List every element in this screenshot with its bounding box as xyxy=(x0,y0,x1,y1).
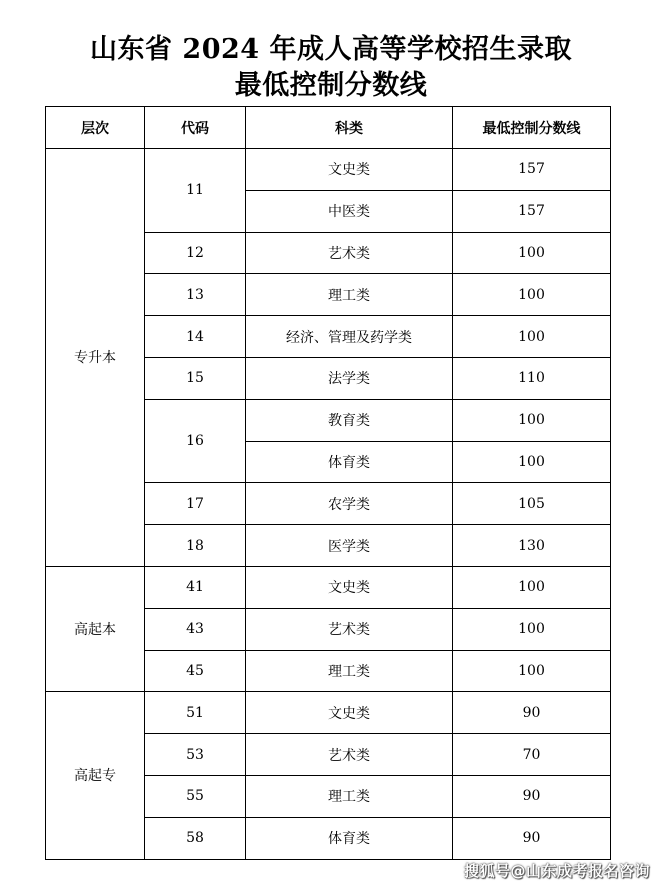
score-cell: 100 xyxy=(453,316,611,358)
table-row xyxy=(46,149,611,191)
score-cell: 105 xyxy=(453,483,611,525)
code-cell: 53 xyxy=(145,734,246,776)
score-cell: 90 xyxy=(453,692,611,734)
page-subtitle: 最低控制分数线 xyxy=(234,70,428,101)
subject-cell: 医学类 xyxy=(246,525,453,567)
level-cell: 高起本 xyxy=(46,566,145,691)
subject-cell: 艺术类 xyxy=(246,734,453,776)
subject-cell: 理工类 xyxy=(246,775,453,817)
score-table xyxy=(45,106,611,860)
watermark: 搜狐号@山东成考报名咨询 xyxy=(463,862,650,880)
subject-cell: 文史类 xyxy=(246,566,453,608)
code-cell: 17 xyxy=(145,483,246,525)
subject-cell: 艺术类 xyxy=(246,608,453,650)
code-cell: 13 xyxy=(145,274,246,316)
code-cell: 15 xyxy=(145,357,246,399)
subject-cell: 文史类 xyxy=(246,692,453,734)
table-row xyxy=(46,692,611,734)
table-row xyxy=(46,566,611,608)
subject-cell: 艺术类 xyxy=(246,232,453,274)
code-cell: 58 xyxy=(145,817,246,859)
subject-cell: 农学类 xyxy=(246,483,453,525)
score-cell: 130 xyxy=(453,525,611,567)
score-cell: 90 xyxy=(453,775,611,817)
code-cell: 41 xyxy=(145,566,246,608)
subject-cell: 理工类 xyxy=(246,650,453,692)
code-cell: 43 xyxy=(145,608,246,650)
subject-cell: 文史类 xyxy=(246,149,453,191)
code-cell: 45 xyxy=(145,650,246,692)
score-cell: 70 xyxy=(453,734,611,776)
level-cell: 专升本 xyxy=(46,149,145,567)
code-cell: 14 xyxy=(145,316,246,358)
header-level: 层次 xyxy=(46,107,145,149)
level-cell: 高起专 xyxy=(46,692,145,859)
subject-cell: 体育类 xyxy=(246,441,453,483)
subject-cell: 中医类 xyxy=(246,190,453,232)
code-cell: 16 xyxy=(145,399,246,483)
code-cell: 51 xyxy=(145,692,246,734)
score-cell: 110 xyxy=(453,357,611,399)
score-cell: 157 xyxy=(453,149,611,191)
header-code: 代码 xyxy=(145,107,246,149)
score-cell: 100 xyxy=(453,441,611,483)
subject-cell: 体育类 xyxy=(246,817,453,859)
code-cell: 55 xyxy=(145,775,246,817)
page-title: 山东省 2024 年成人高等学校招生录取 xyxy=(90,34,572,65)
subject-cell: 教育类 xyxy=(246,399,453,441)
code-cell: 11 xyxy=(145,149,246,233)
subject-cell: 理工类 xyxy=(246,274,453,316)
score-cell: 100 xyxy=(453,232,611,274)
score-cell: 157 xyxy=(453,190,611,232)
subject-cell: 法学类 xyxy=(246,357,453,399)
header-subject: 科类 xyxy=(246,107,453,149)
score-cell: 100 xyxy=(453,274,611,316)
score-cell: 100 xyxy=(453,566,611,608)
score-cell: 100 xyxy=(453,399,611,441)
score-cell: 100 xyxy=(453,608,611,650)
score-cell: 90 xyxy=(453,817,611,859)
code-cell: 18 xyxy=(145,525,246,567)
score-cell: 100 xyxy=(453,650,611,692)
code-cell: 12 xyxy=(145,232,246,274)
header-min-score: 最低控制分数线 xyxy=(453,107,611,149)
table-header-row xyxy=(46,107,611,149)
subject-cell: 经济、管理及药学类 xyxy=(246,316,453,358)
table-body xyxy=(46,149,611,860)
